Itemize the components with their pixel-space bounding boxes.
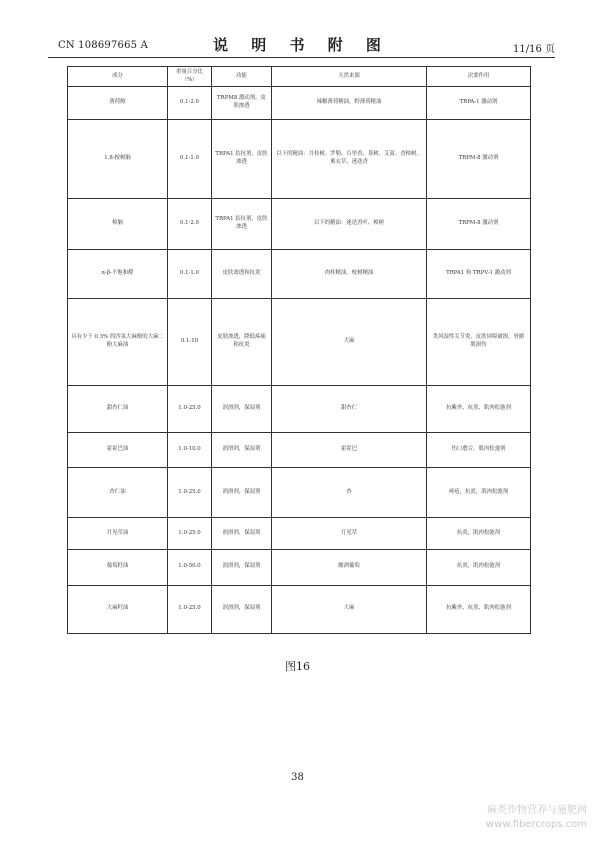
watermark (486, 804, 587, 831)
ingredient-cell: 大麻籽油 (68, 585, 168, 633)
ingredient-cell: 杏仁油 (68, 467, 168, 517)
table-row (68, 299, 531, 385)
weight-cell: 1.0-10.0 (168, 433, 212, 468)
source-cell: 霍霍巴 (272, 433, 427, 468)
table-row (68, 549, 531, 585)
secondary-effect-cell: 伤口愈合，肌肉松弛剂 (427, 433, 531, 468)
source-cell: 大麻 (272, 585, 427, 633)
column-header-secondary: 次要作用 (427, 67, 531, 87)
secondary-effect-cell: TRPM-8 激动剂 (427, 198, 531, 250)
figure-caption: 图16 (285, 660, 310, 673)
page-number: 38 (291, 772, 304, 783)
ingredient-table (67, 66, 531, 634)
header-rule (48, 57, 555, 58)
ingredient-cell: 月见草油 (68, 518, 168, 550)
secondary-effect-cell: 类风湿性关节炎，皮肤屏障破损，骨骼肌损伤 (427, 299, 531, 385)
ingredient-cell: 薄荷醇 (68, 87, 168, 120)
secondary-effect-cell: 抗紫外、抗炎、肌肉松弛剂 (427, 585, 531, 633)
ingredient-cell: α-β-不饱和醛 (68, 250, 168, 299)
weight-cell: 0.1-10 (168, 299, 212, 385)
source-cell: 以下的精油：月桂树、罗勒、百里香、茶树、艾蒿、香樟树、薰衣草、迷迭香 (272, 119, 427, 198)
weight-cell: 0.1-1.0 (168, 250, 212, 299)
weight-cell: 1.0-25.0 (168, 467, 212, 517)
secondary-effect-cell: TRPM-8 激动剂 (427, 119, 531, 198)
column-header-function: 功能 (212, 67, 272, 87)
source-cell: 肉桂精油，桉树精油 (272, 250, 427, 299)
function-cell: 润滑剂，保湿剂 (212, 585, 272, 633)
secondary-effect-cell: TRPA-1 激动剂 (427, 87, 531, 120)
source-cell: 酿酒葡萄 (272, 549, 427, 585)
weight-cell: 0.1-1.0 (168, 119, 212, 198)
function-cell: TRPM8 激动剂，皮肤渗透 (212, 87, 272, 120)
column-header-weight: 重量百分比（%） (168, 67, 212, 87)
document-title: 说 明 书 附 图 (213, 36, 390, 54)
watermark-site-name: 麻类作物营养与施肥网 (487, 805, 587, 816)
function-cell: 润滑剂，保湿剂 (212, 467, 272, 517)
ingredient-cell: 樟脑 (68, 198, 168, 250)
table-row (68, 585, 531, 633)
table-row (68, 518, 531, 550)
secondary-effect-cell: 抗炎，肌肉松弛剂 (427, 549, 531, 585)
weight-cell: 1.0-25.0 (168, 585, 212, 633)
ingredient-cell: 1,8-桉树脑 (68, 119, 168, 198)
column-header-source: 天然来源 (272, 67, 427, 87)
column-header-ingredient: 成分 (68, 67, 168, 87)
weight-cell: 1.0-25.0 (168, 518, 212, 550)
weight-cell: 1.0-50.0 (168, 549, 212, 585)
page-of-label: 11/16 页 (513, 44, 555, 55)
ingredient-cell: 甜杏仁油 (68, 385, 168, 432)
patent-number: CN 108697665 A (58, 40, 149, 51)
weight-cell: 0.1-2.0 (168, 87, 212, 120)
table-row (68, 433, 531, 468)
function-cell: 润滑剂，保湿剂 (212, 433, 272, 468)
function-cell: 润滑剂，保湿剂 (212, 549, 272, 585)
watermark-url: www.fibercrops.com (485, 818, 587, 830)
ingredient-cell: 霍霍巴油 (68, 433, 168, 468)
table-header-row (68, 67, 531, 87)
table-row (68, 467, 531, 517)
source-cell: 杏 (272, 467, 427, 517)
source-cell: 以下的精油：迷迭香叶、樟树 (272, 198, 427, 250)
secondary-effect-cell: 抗紫外、抗炎、肌肉松弛剂 (427, 385, 531, 432)
source-cell: 甜杏仁 (272, 385, 427, 432)
secondary-effect-cell: TRPA1 和 TRPV-1 激动剂 (427, 250, 531, 299)
function-cell: TRPA1 拮抗剂，皮肤渗透 (212, 198, 272, 250)
function-cell: 皮肤渗透和抗炎 (212, 250, 272, 299)
table-row (68, 119, 531, 198)
function-cell: 润滑剂，保湿剂 (212, 385, 272, 432)
function-cell: 润滑剂，保湿剂 (212, 518, 272, 550)
source-cell: 大麻 (272, 299, 427, 385)
table-row (68, 198, 531, 250)
weight-cell: 1.0-25.0 (168, 385, 212, 432)
weight-cell: 0.1-2.0 (168, 198, 212, 250)
source-cell: 月见草 (272, 518, 427, 550)
ingredient-cell: 具有少于 0.3% 的四氢大麻酚的大麻二酚大麻油 (68, 299, 168, 385)
secondary-effect-cell: 痤疮，抗炎，肌肉松弛剂 (427, 467, 531, 517)
function-cell: TRPA1 拮抗剂，皮肤渗透 (212, 119, 272, 198)
function-cell: 皮肤渗透，降低疼痛和抗炎 (212, 299, 272, 385)
page-header (48, 34, 555, 56)
table-row (68, 87, 531, 120)
table-row (68, 250, 531, 299)
ingredient-cell: 葡萄籽油 (68, 549, 168, 585)
source-cell: 辣椒薄荷精油，野薄荷精油 (272, 87, 427, 120)
secondary-effect-cell: 抗炎，肌肉松弛剂 (427, 518, 531, 550)
table-row (68, 385, 531, 432)
